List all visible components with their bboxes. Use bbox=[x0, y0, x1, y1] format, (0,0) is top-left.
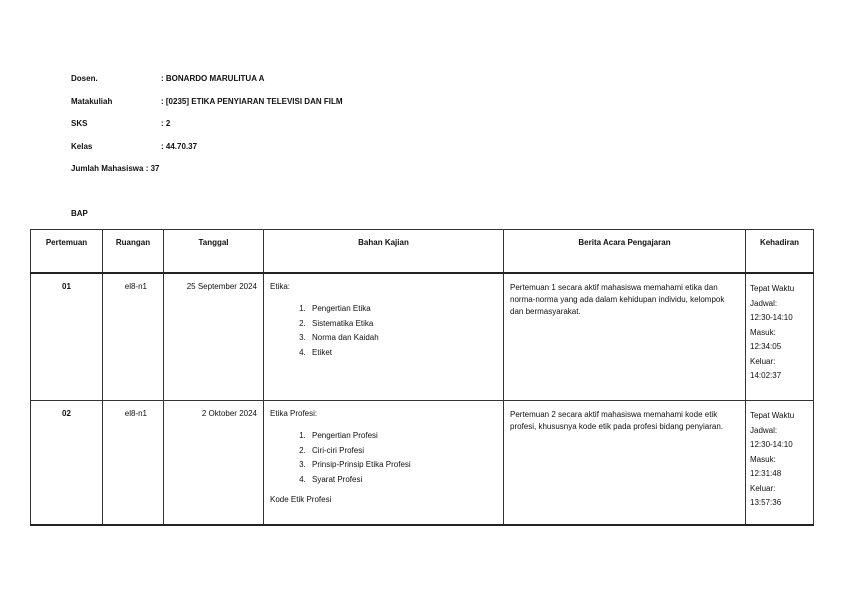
header-berita-acara: Berita Acara Pengajaran bbox=[504, 230, 746, 274]
bahan-title: Etika Profesi: bbox=[270, 409, 318, 418]
bahan-kajian-cell bbox=[264, 401, 504, 526]
jadwal-label: Jadwal: bbox=[750, 425, 778, 435]
bahan-extra: Kode Etik Profesi bbox=[270, 495, 332, 504]
dosen-value: : BONARDO MARULITUA A bbox=[161, 74, 265, 83]
sks-value: : 2 bbox=[161, 119, 171, 128]
bahan-list bbox=[270, 302, 497, 360]
bap-table bbox=[30, 229, 814, 526]
jadwal-label: Jadwal: bbox=[750, 298, 778, 308]
header-bahan-kajian: Bahan Kajian bbox=[264, 230, 504, 274]
table-row bbox=[31, 401, 814, 526]
berita-acara-cell: Pertemuan 1 secara aktif mahasiswa memahami etika dan norma-norma yang ada dalam kehidupan individu, kelompok dan bermasyarakat. bbox=[504, 273, 746, 401]
masuk-label: Masuk: bbox=[750, 327, 776, 337]
jumlah-mahasiswa: Jumlah Mahasiswa : 37 bbox=[71, 164, 160, 173]
table-header-row bbox=[31, 230, 814, 274]
list-item: 2. Ciri-ciri Profesi bbox=[308, 444, 497, 459]
kehadiran-status: Tepat Waktu bbox=[750, 284, 795, 293]
list-item: 1. Pengertian Profesi bbox=[308, 429, 497, 444]
keluar-label: Keluar: bbox=[750, 356, 776, 366]
dosen-label: Dosen. bbox=[71, 74, 98, 83]
matakuliah-value: : [0235] ETIKA PENYIARAN TELEVISI DAN FILM bbox=[161, 97, 343, 106]
list-item: 1. Pengertian Etika bbox=[308, 302, 497, 317]
list-item: 2. Sistematika Etika bbox=[308, 317, 497, 332]
pertemuan-cell: 02 bbox=[31, 401, 103, 526]
list-item: 4. Syarat Profesi bbox=[308, 473, 497, 488]
matakuliah-label: Matakuliah bbox=[71, 97, 113, 106]
kehadiran-cell bbox=[746, 273, 814, 401]
table-row bbox=[31, 273, 814, 401]
ruangan-cell: el8-n1 bbox=[103, 273, 164, 401]
list-item: 4. Etiket bbox=[308, 346, 497, 361]
sks-label: SKS bbox=[71, 119, 88, 128]
header-kehadiran: Kehadiran bbox=[746, 230, 814, 274]
tanggal-cell: 2 Oktober 2024 bbox=[164, 401, 264, 526]
kelas-value: : 44.70.37 bbox=[161, 142, 198, 151]
bap-title: BAP bbox=[71, 209, 88, 218]
header-ruangan: Ruangan bbox=[103, 230, 164, 274]
pertemuan-cell: 01 bbox=[31, 273, 103, 401]
kehadiran-status: Tepat Waktu bbox=[750, 411, 795, 420]
keluar-value: 13:57:36 bbox=[750, 498, 782, 507]
keluar-value: 14:02:37 bbox=[750, 371, 782, 380]
list-item: 3. Norma dan Kaidah bbox=[308, 331, 497, 346]
keluar-label: Keluar: bbox=[750, 483, 776, 493]
berita-acara-cell: Pertemuan 2 secara aktif mahasiswa memahami kode etik profesi, khususnya kode etik pada profesi bidang penyiaran. bbox=[504, 401, 746, 526]
jadwal-value: 12:30-14:10 bbox=[750, 440, 793, 449]
tanggal-cell: 25 September 2024 bbox=[164, 273, 264, 401]
masuk-value: 12:34:05 bbox=[750, 342, 782, 351]
bahan-kajian-cell bbox=[264, 273, 504, 401]
jadwal-value: 12:30-14:10 bbox=[750, 313, 793, 322]
bahan-title: Etika: bbox=[270, 282, 291, 291]
bahan-list bbox=[270, 429, 497, 487]
kelas-label: Kelas bbox=[71, 142, 93, 151]
masuk-label: Masuk: bbox=[750, 454, 776, 464]
header-tanggal: Tanggal bbox=[164, 230, 264, 274]
kehadiran-cell bbox=[746, 401, 814, 526]
header-pertemuan: Pertemuan bbox=[31, 230, 103, 274]
list-item: 3. Prinsip-Prinsip Etika Profesi bbox=[308, 458, 497, 473]
ruangan-cell: el8-n1 bbox=[103, 401, 164, 526]
masuk-value: 12:31:48 bbox=[750, 469, 782, 478]
